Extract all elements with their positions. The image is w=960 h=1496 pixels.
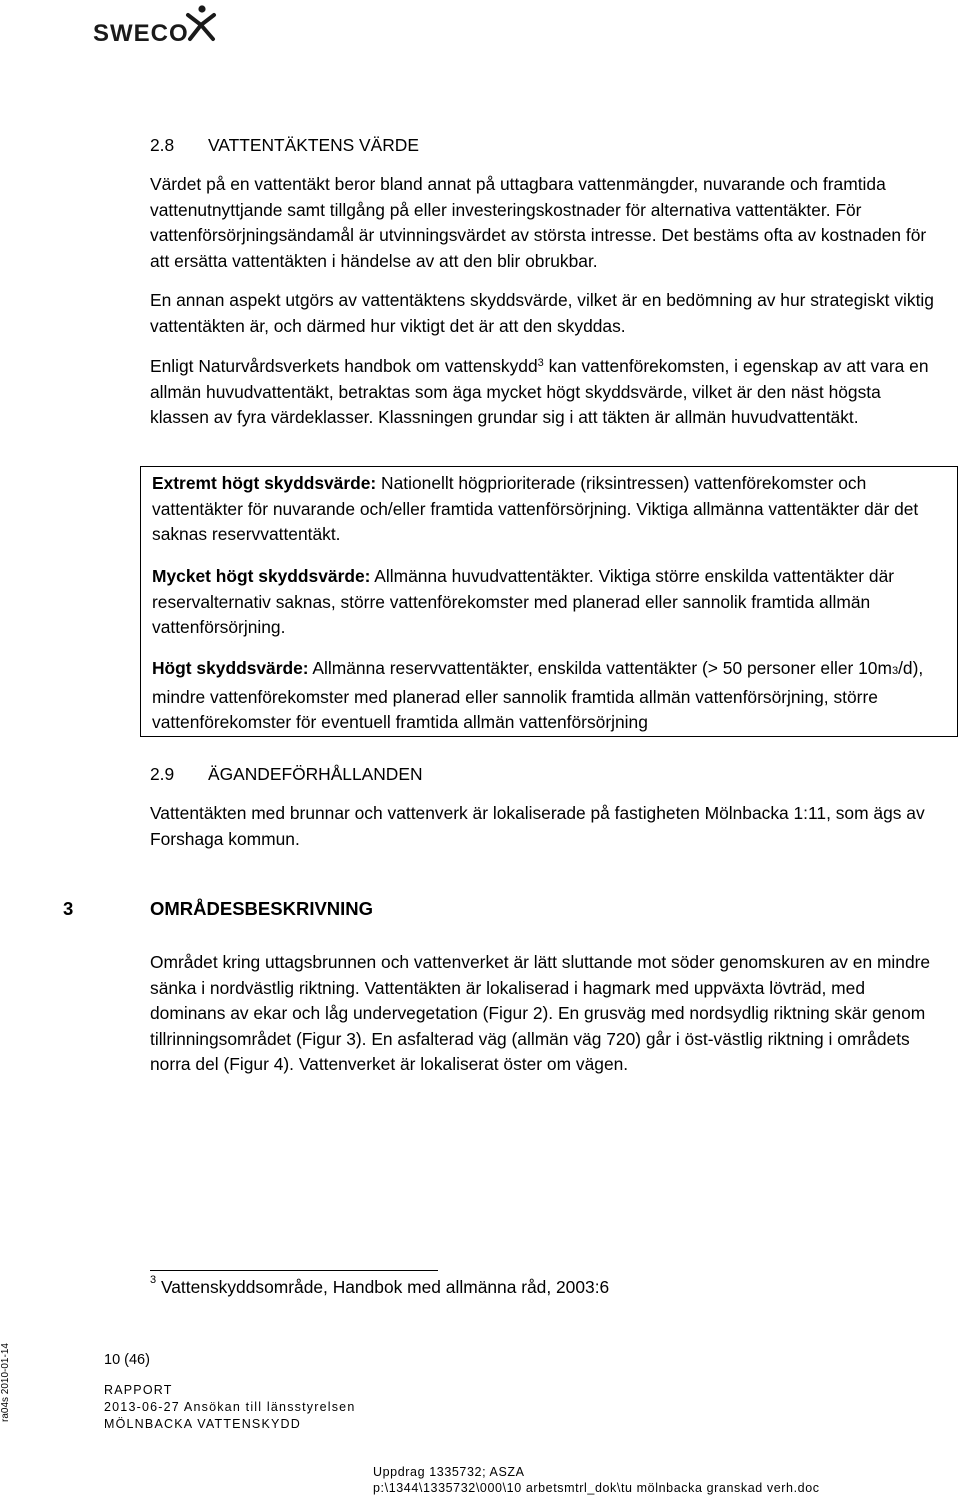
project-name: MÖLNBACKA VATTENSKYDD bbox=[104, 1417, 301, 1431]
section-number: 3 bbox=[63, 898, 74, 919]
logo-text: SWECO bbox=[93, 20, 189, 47]
protection-class-box bbox=[140, 466, 958, 737]
class-label: Extremt högt skyddsvärde: bbox=[152, 473, 377, 493]
class-hogt bbox=[152, 656, 952, 736]
footnote bbox=[150, 1274, 610, 1298]
paragraph: Vattentäkten med brunnar och vattenverk är lokaliserade på fastigheten Mölnbacka 1:11, som ägs av Forshaga kommun. bbox=[150, 803, 925, 849]
class-text: /d), mindre vattenförekomster med planerad eller sannolik framtida allmän vattenförsörjning, större vattenförekomster för eventuell framtida allmän vattenförsörjning bbox=[152, 658, 924, 732]
class-text: Nationellt högprioriterade (riksintressen) vattenförekomster och vattentäkter för nuvarande och/eller framtida vattenförsörjning. Viktiga allmänna vattentäkter där det saknas reservvattentäkt. bbox=[152, 473, 919, 544]
file-path: p:\1344\1335732\000\10 arbetsmtrl_dok\tu mölnbacka granskad verh.doc bbox=[373, 1481, 820, 1495]
paragraph-text: Enligt Naturvårdsverkets handbok om vattenskydd bbox=[150, 356, 538, 376]
doc-type: RAPPORT bbox=[104, 1383, 173, 1397]
page-number: 10 (46) bbox=[104, 1352, 150, 1368]
class-label: Högt skyddsvärde: bbox=[152, 658, 309, 678]
paragraph bbox=[150, 354, 940, 431]
assignment-id: Uppdrag 1335732; ASZA bbox=[373, 1465, 525, 1479]
section-heading-2-9 bbox=[150, 764, 423, 785]
paragraph-text: kan vattenförekomsten, i egenskap av att vara en allmän huvudvattentäkt, betraktas som äga mycket högt skyddsvärde, vilket är den näst högsta klassen av fyra värdeklasser. Klassningen grundar sig i att täkten är allmän huvudvattentäkt. bbox=[150, 356, 929, 427]
subscript: 3 bbox=[891, 665, 899, 677]
section-heading-3 bbox=[63, 898, 374, 920]
footnote-ref: 3 bbox=[537, 357, 544, 369]
section-title: ÄGANDEFÖRHÅLLANDEN bbox=[208, 764, 423, 784]
section-number: 2.8 bbox=[150, 135, 175, 155]
class-extremt-hogt bbox=[152, 471, 952, 548]
class-mycket-hogt bbox=[152, 564, 952, 641]
footnote-divider bbox=[150, 1270, 438, 1271]
template-code: ra04s 2010-01-14 bbox=[0, 1343, 11, 1422]
paragraph: Området kring uttagsbrunnen och vattenverket är lätt sluttande mot söder genomskuren av en mindre sänka i nordvästlig riktning. Vattentäkten är lokaliserad i hagmark med uppväxta lövträd, med dominans av ekar och låg undervegetation (Figur 2). En grusväg med nordsydlig riktning skär genom tillrinningsområdet (Figur 3). En asfalterad väg (allmän väg 720) går i öst-västlig riktning i områdets norra del (Figur 4). Vattenverket är lokaliserat öster om vägen. bbox=[150, 952, 931, 1074]
section-title: OMRÅDESBESKRIVNING bbox=[150, 898, 374, 919]
class-text: Allmänna huvudvattentäkter. Viktiga större enskilda vattentäkter där reservalternativ saknas, större vattenförekomster med planerad eller sannolik framtida allmän vattenförsörjning. bbox=[152, 566, 895, 637]
section-title: VATTENTÄKTENS VÄRDE bbox=[208, 135, 419, 155]
paragraph: En annan aspekt utgörs av vattentäktens skyddsvärde, vilket är en bedömning av hur strategiskt viktig vattentäkten är, och därmed hur viktigt det är att den skyddas. bbox=[150, 290, 934, 336]
section-heading-2-8 bbox=[150, 135, 419, 156]
section-number: 2.9 bbox=[150, 764, 175, 784]
doc-date: 2013-06-27 Ansökan till länsstyrelsen bbox=[104, 1400, 356, 1414]
sweco-figure-icon bbox=[185, 4, 217, 42]
paragraph: Värdet på en vattentäkt beror bland annat på uttagbara vattenmängder, nuvarande och framtida vattenutnyttjande samt tillgång på eller investeringskostnader för alternativa vattentäkter. För vattenförsörjningsändamål är utvinningsvärdet av största intresse. Det bestäms ofta av kostnaden för att ersätta vattentäkten i händelse av att den blir obrukbar. bbox=[150, 174, 927, 271]
sweco-logo bbox=[93, 4, 223, 46]
footnote-number: 3 bbox=[150, 1274, 157, 1286]
footnote-text: Vattenskyddsområde, Handbok med allmänna råd, 2003:6 bbox=[156, 1277, 610, 1297]
class-text: Allmänna reservvattentäkter, enskilda vattentäkter (> 50 personer eller 10m bbox=[308, 658, 892, 678]
class-label: Mycket högt skyddsvärde: bbox=[152, 566, 371, 586]
